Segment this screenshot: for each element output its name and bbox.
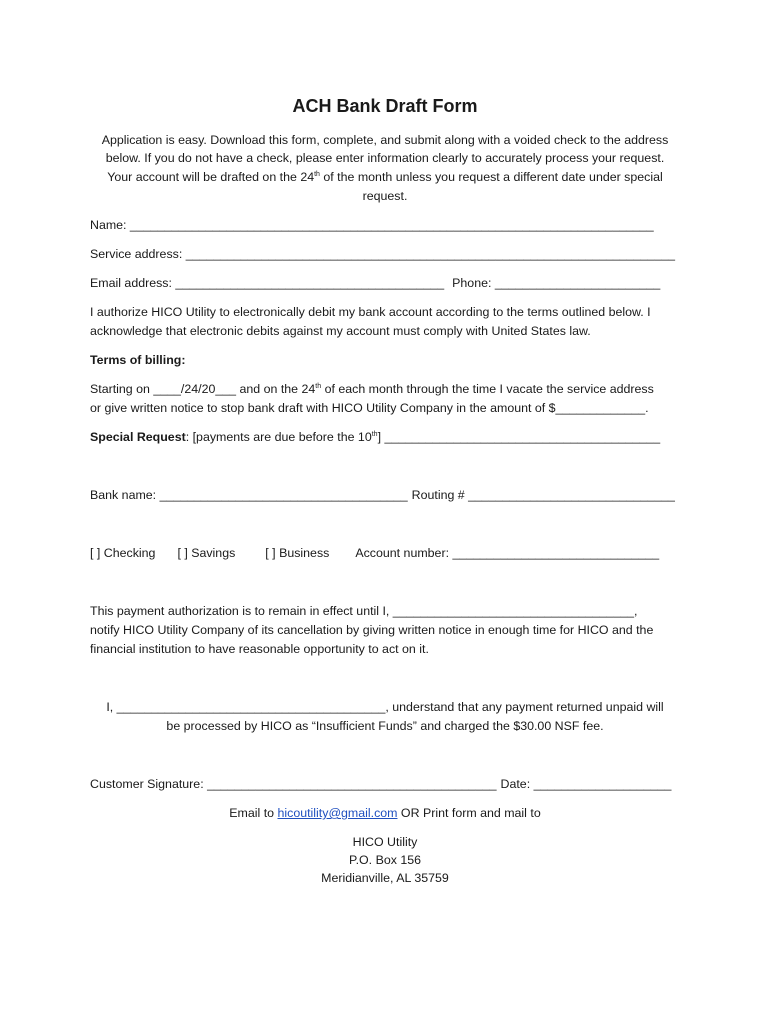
terms-heading: Terms of billing: bbox=[90, 353, 186, 367]
service-address-field[interactable]: Service address: _______________________________________________________________________ bbox=[90, 247, 675, 261]
intro-line-3-post: of the month unless you request a different date under special bbox=[319, 170, 663, 184]
address-box: P.O. Box 156 bbox=[348, 853, 422, 867]
savings-checkbox[interactable]: [ ] Savings bbox=[177, 546, 236, 560]
customer-signature-field[interactable]: Customer Signature: __________________________________________ bbox=[90, 777, 497, 791]
special-request-sup: th bbox=[371, 431, 378, 438]
phone-field[interactable]: Phone: ________________________ bbox=[452, 276, 661, 290]
email-link[interactable]: hicoutility@gmail.com bbox=[277, 806, 398, 820]
effect-line-2: notify HICO Utility Company of its cancellation by giving written notice in enough time for HICO and the bbox=[90, 623, 654, 637]
bank-row bbox=[90, 486, 680, 505]
checking-checkbox[interactable]: [ ] Checking bbox=[90, 546, 156, 560]
effect-line-1[interactable]: This payment authorization is to remain in effect until I, ___________________________________, bbox=[90, 604, 638, 618]
nsf-line-2: be processed by HICO as “Insufficient Funds” and charged the $30.00 NSF fee. bbox=[166, 719, 604, 733]
terms-line-1-sup: th bbox=[315, 383, 322, 390]
effect-line-3: financial institution to have reasonable opportunity to act on it. bbox=[90, 642, 429, 656]
signature-row bbox=[90, 775, 680, 794]
special-request-label: Special Request bbox=[90, 430, 186, 444]
authorization-line-2: acknowledge that electronic debits against my account must comply with United States law. bbox=[90, 324, 591, 338]
terms-line-1[interactable] bbox=[90, 380, 680, 399]
account-number-field[interactable]: Account number: ______________________________ bbox=[355, 546, 660, 560]
nsf-line-1[interactable]: I, _______________________________________, understand that any payment returned unpaid will bbox=[106, 700, 664, 714]
business-checkbox[interactable]: [ ] Business bbox=[265, 546, 330, 560]
intro-line-2: below. If you do not have a check, please enter information clearly to accurately process your request. bbox=[105, 151, 665, 165]
email-field[interactable]: Email address: _______________________________________ bbox=[90, 276, 445, 290]
submit-email-post: OR Print form and mail to bbox=[397, 806, 541, 820]
routing-field[interactable]: Routing # ______________________________ bbox=[411, 488, 675, 502]
form-title: ACH Bank Draft Form bbox=[292, 96, 478, 116]
bank-name-field[interactable]: Bank name: ____________________________________ bbox=[90, 488, 408, 502]
terms-line-1-post: of each month through the time I vacate the service address bbox=[321, 382, 654, 396]
intro-line-3 bbox=[90, 168, 680, 187]
special-request-post: ] ________________________________________ bbox=[377, 430, 661, 444]
authorization-line-1: I authorize HICO Utility to electronically debit my bank account according to the terms outlined below. I bbox=[90, 305, 651, 319]
intro-line-3-pre: Your account will be drafted on the 24 bbox=[107, 170, 315, 184]
terms-line-1-pre: Starting on ____/24/20___ and on the 24 bbox=[90, 382, 316, 396]
address-city: Meridianville, AL 35759 bbox=[321, 871, 449, 885]
submit-instructions bbox=[90, 804, 680, 823]
intro-line-3-sup: th bbox=[314, 171, 320, 178]
intro-line-4: request. bbox=[362, 189, 408, 203]
special-request-pre: : [payments are due before the 10 bbox=[185, 430, 372, 444]
intro-line-1: Application is easy. Download this form, complete, and submit along with a voided check to the address bbox=[101, 133, 669, 147]
email-phone-row bbox=[90, 274, 680, 293]
address-name: HICO Utility bbox=[352, 835, 418, 849]
terms-line-2[interactable]: or give written notice to stop bank draft with HICO Utility Company in the amount of $_____________. bbox=[90, 401, 649, 415]
account-type-row bbox=[90, 544, 680, 563]
special-request-field[interactable] bbox=[90, 428, 680, 447]
date-field[interactable]: Date: ____________________ bbox=[500, 777, 672, 791]
submit-email-pre: Email to bbox=[229, 806, 278, 820]
name-field[interactable]: Name: ____________________________________________________________________________ bbox=[90, 218, 654, 232]
